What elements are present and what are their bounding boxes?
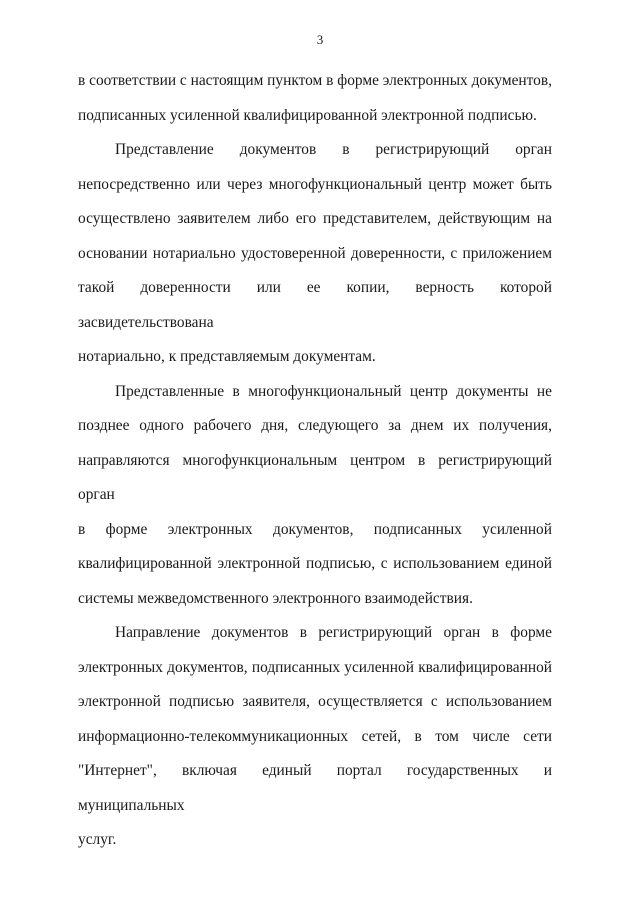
text-line: "Интернет", включая единый портал государственных и муниципальных bbox=[78, 762, 552, 814]
text-line: направляются многофункциональным центром в регистрирующий орган bbox=[78, 451, 552, 503]
text-line: электронной подписью заявителя, осуществляется с использованием bbox=[78, 693, 552, 710]
document-body bbox=[78, 64, 552, 858]
text-line: квалифицированной электронной подписью, с использованием единой bbox=[78, 555, 552, 572]
text-line: нотариально, к представляемым документам. bbox=[78, 348, 376, 365]
paragraph-submission bbox=[78, 133, 552, 375]
paragraph-continuation bbox=[78, 64, 552, 133]
paragraph-electronic-submission bbox=[78, 616, 552, 858]
text-line: основании нотариально удостоверенной доверенности, с приложением bbox=[78, 244, 552, 262]
text-line: подписанных усиленной квалифицированной электронной подписью. bbox=[78, 106, 537, 124]
text-line: непосредственно или через многофункциональный центр может быть bbox=[78, 175, 552, 193]
page-number: 3 bbox=[316, 32, 324, 47]
text-line: Представление документов в регистрирующий орган bbox=[115, 141, 552, 158]
text-line: осуществлено заявителем либо его представителем, действующим на bbox=[78, 210, 552, 227]
text-line: Направление документов в регистрирующий орган в форме bbox=[115, 624, 552, 641]
text-line: информационно-телекоммуникационных сетей, в том числе сети bbox=[78, 727, 552, 745]
text-line: позднее одного рабочего дня, следующего за днем их получения, bbox=[78, 417, 552, 434]
text-line: Представленные в многофункциональный центр документы не bbox=[115, 382, 552, 400]
text-line: системы межведомственного электронного взаимодействия. bbox=[78, 589, 473, 607]
text-line: в форме электронных документов, подписанных усиленной bbox=[78, 520, 552, 538]
text-line: в соответствии с настоящим пунктом в форме электронных документов, bbox=[78, 72, 552, 89]
text-line: электронных документов, подписанных усиленной квалифицированной bbox=[78, 658, 552, 676]
paragraph-mfc bbox=[78, 375, 552, 617]
text-line: услуг. bbox=[78, 831, 117, 848]
text-line: такой доверенности или ее копии, верность которой засвидетельствована bbox=[78, 279, 552, 331]
